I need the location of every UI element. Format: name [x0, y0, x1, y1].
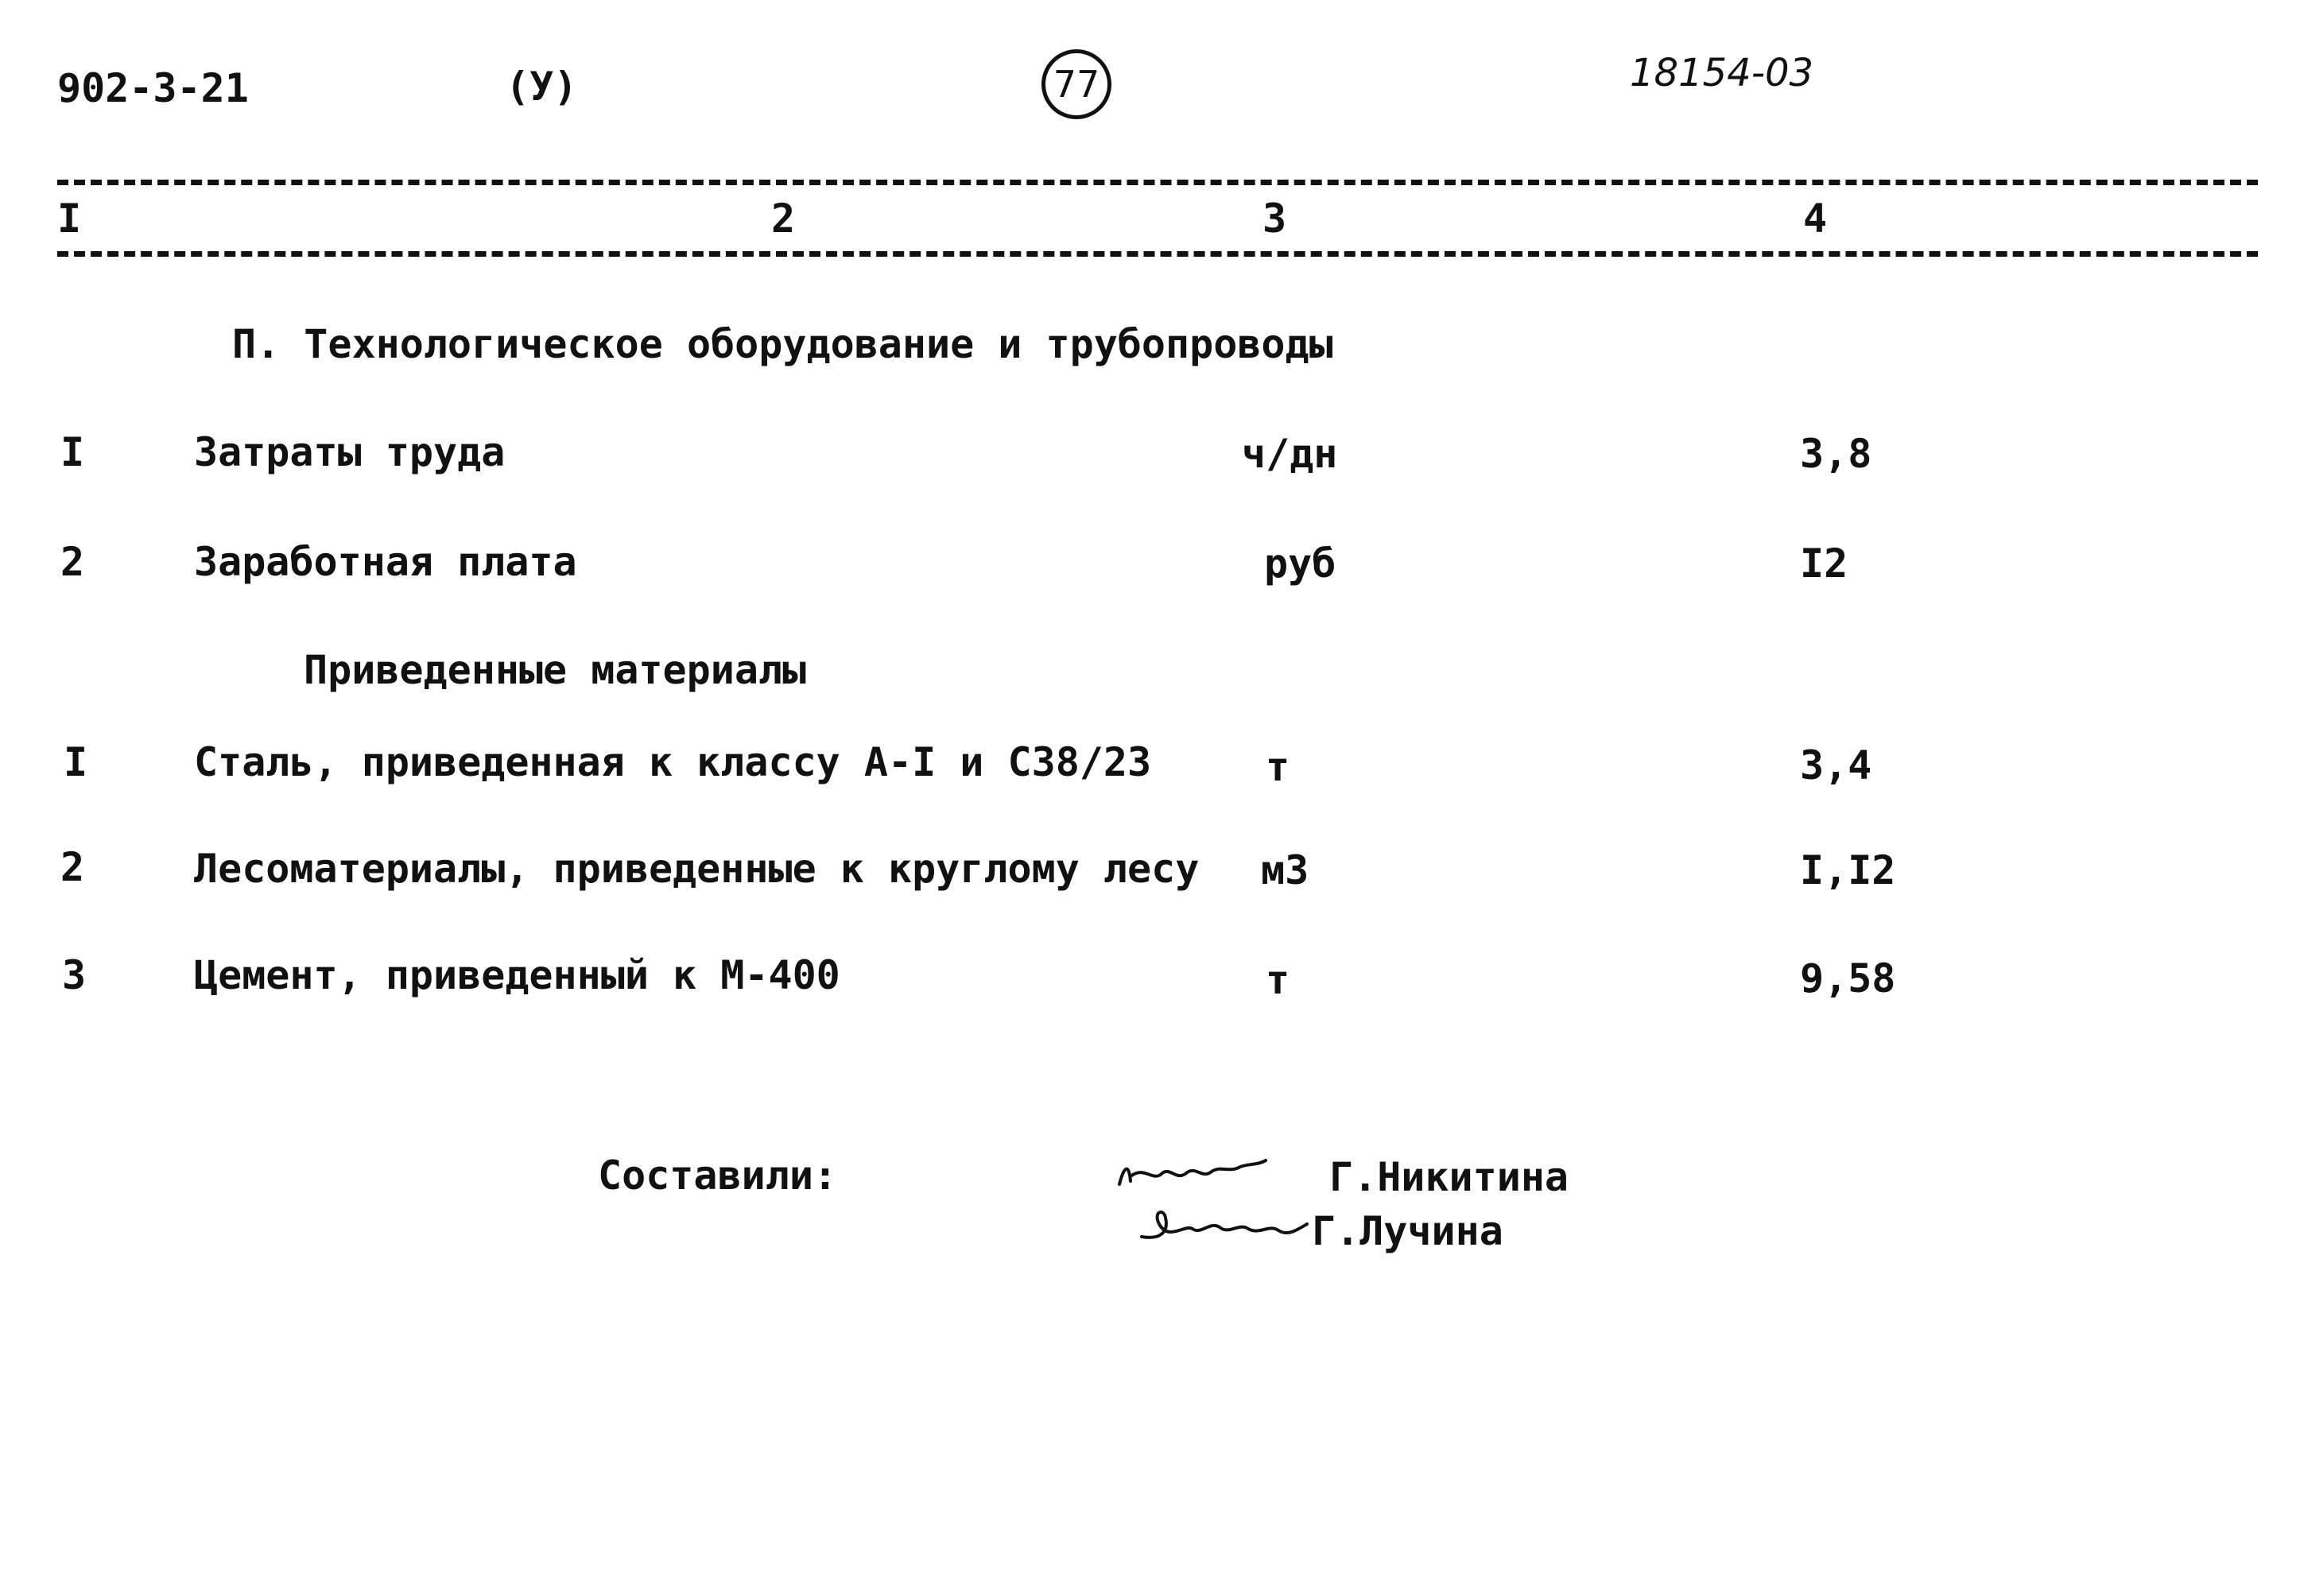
page-number-circle: [1041, 49, 1111, 119]
row-name: Лесоматериалы, приведенные к круглому лесу: [194, 846, 1200, 892]
col-header-1: I: [57, 196, 82, 242]
subsection-title: Приведенные материалы: [304, 647, 807, 693]
page-number: 77: [1053, 63, 1100, 106]
signer-name: Г.Никитина: [1329, 1154, 1569, 1200]
row-value: 9,58: [1800, 955, 1896, 1001]
compiled-label: Составили:: [598, 1152, 838, 1199]
row-number: 3: [62, 952, 87, 998]
row-value: I,I2: [1800, 847, 1896, 893]
inventory-number: 18154-03: [1630, 51, 1814, 95]
row-number: I: [60, 429, 85, 475]
row-unit: м3: [1261, 847, 1309, 893]
col-header-4: 4: [1803, 196, 1828, 242]
row-unit: ч/дн: [1242, 431, 1338, 477]
header-rule-bottom: [57, 251, 2258, 257]
row-number: 2: [60, 539, 85, 585]
signature-luchina: [1137, 1200, 1312, 1256]
section-title: П. Технологическое оборудование и трубопроводы: [232, 321, 1333, 367]
row-value: I2: [1800, 540, 1848, 587]
signature-nikitina: [1113, 1149, 1272, 1197]
row-name: Заработная плата: [194, 539, 577, 585]
row-value: 3,8: [1800, 431, 1872, 477]
row-name: Затраты труда: [194, 429, 506, 475]
row-unit: руб: [1264, 540, 1336, 587]
row-name: Цемент, приведенный к М-400: [194, 952, 840, 998]
row-name: Сталь, приведенная к классу А-I и С38/23: [194, 739, 1152, 785]
col-header-3: 3: [1262, 196, 1287, 242]
row-number: I: [64, 739, 88, 785]
doc-code: 902-3-21: [57, 65, 249, 111]
row-unit: т: [1266, 744, 1290, 790]
col-header-2: 2: [771, 196, 796, 242]
header-rule-top: [57, 180, 2258, 185]
row-unit: т: [1266, 957, 1290, 1003]
signer-name: Г.Лучина: [1312, 1208, 1503, 1254]
doc-mark: (У): [506, 64, 578, 110]
row-value: 3,4: [1800, 742, 1872, 788]
row-number: 2: [60, 844, 85, 890]
